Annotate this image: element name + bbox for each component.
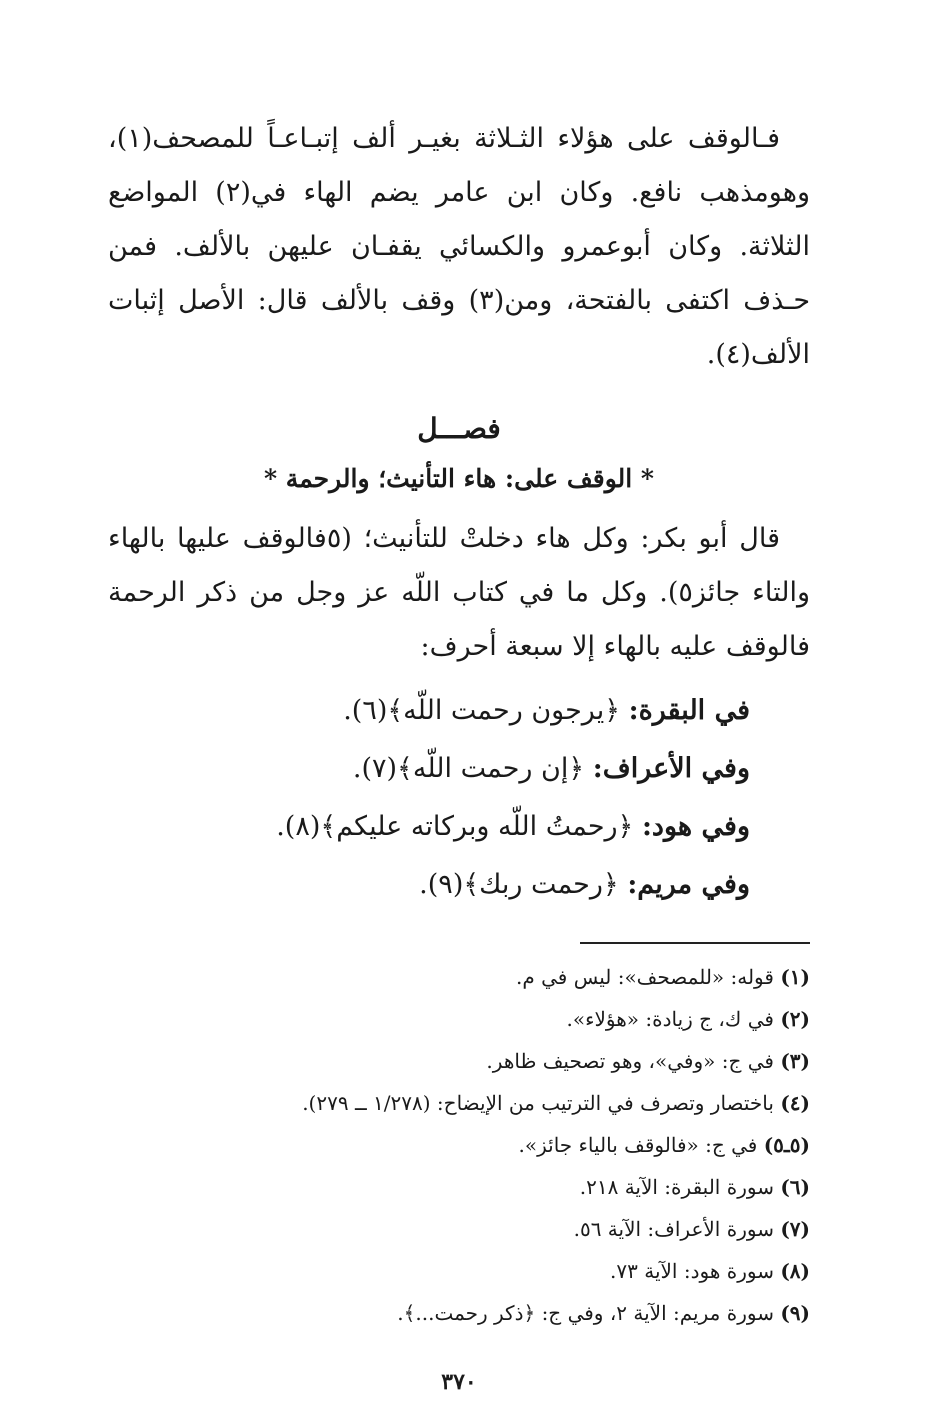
footnote bbox=[108, 998, 810, 1040]
verse-item bbox=[108, 682, 750, 740]
paragraph-2-line-1: قال أبو بكر: وكل هاء دخلتْ للتأنيث؛ (٥فالوقف عليها بالهاء bbox=[108, 523, 780, 554]
verse-list bbox=[108, 682, 810, 914]
verse-label: في البقرة: bbox=[628, 695, 750, 726]
verse-text: ﴿رحمتُ اللّه وبركاته عليكم﴾(٨). bbox=[276, 811, 634, 842]
section-title: * الوقف على: هاء التأنيث؛ والرحمة * bbox=[264, 464, 654, 493]
verse-item bbox=[108, 798, 750, 856]
section-heading: فصـــل bbox=[417, 412, 501, 445]
footnote-text: في ك، ج زيادة: «هؤلاء». bbox=[566, 1007, 774, 1031]
footnote-text: في ج: «فالوقف بالياء جائز». bbox=[518, 1133, 758, 1157]
footnote bbox=[108, 1208, 810, 1250]
verse-label: وفي هود: bbox=[641, 811, 750, 842]
footnote bbox=[108, 956, 810, 998]
footnote-number: (٤) bbox=[780, 1091, 810, 1115]
footnote-text: سورة مريم: الآية ٢، وفي ج: ﴿ذكر رحمت...﴾. bbox=[397, 1301, 774, 1325]
footnote bbox=[108, 1166, 810, 1208]
verse-label: وفي الأعراف: bbox=[592, 753, 750, 784]
book-page bbox=[108, 112, 810, 1402]
footnote-number: (٧) bbox=[780, 1217, 810, 1241]
footnote-text: سورة هود: الآية ٧٣. bbox=[610, 1259, 774, 1283]
footnote bbox=[108, 1292, 810, 1334]
paragraph-1-line-4: بالفتحة، ومن(٣) وقف بالألف قال: الأصل إثبات الألف(٤). bbox=[108, 285, 810, 370]
footnote-text: سورة البقرة: الآية ٢١٨. bbox=[579, 1175, 774, 1199]
footnote-text: سورة الأعراف: الآية ٥٦. bbox=[573, 1217, 774, 1241]
verse-text: ﴿إن رحمت اللّه﴾(٧). bbox=[352, 753, 585, 784]
footnote bbox=[108, 1040, 810, 1082]
footnote bbox=[108, 1124, 810, 1166]
verse-text: ﴿يرجون رحمت اللّه﴾(٦). bbox=[343, 695, 621, 726]
footnotes-list bbox=[108, 956, 810, 1334]
paragraph-2 bbox=[108, 512, 810, 674]
paragraph-1-line-3: وكان أبوعمرو والكسائي يقفـان عليهن بالألف. فمن حـذف اكتفى bbox=[108, 231, 811, 316]
footnote-number: (٢) bbox=[780, 1007, 810, 1031]
footnote-number: (١) bbox=[780, 965, 810, 989]
footnote-text: قوله: «للمصحف»: ليس في م. bbox=[516, 965, 774, 989]
paragraph-1 bbox=[108, 112, 810, 382]
paragraph-1-line-1: فـالوقف على هؤلاء الثـلاثة بغيـر ألف إتبـاعـاً للمصحف(١)، bbox=[108, 123, 780, 154]
footnote-divider bbox=[580, 942, 810, 944]
footnote bbox=[108, 1082, 810, 1124]
footnote bbox=[108, 1250, 810, 1292]
footnote-text: في ج: «وفي»، وهو تصحيف ظاهر. bbox=[486, 1049, 774, 1073]
footnote-text: باختصار وتصرف في الترتيب من الإيضاح: (١/٢٧٨ ــ ٢٧٩). bbox=[302, 1091, 774, 1115]
footnote-number: (٨) bbox=[780, 1259, 810, 1283]
page-number: ٣٧٠ bbox=[441, 1369, 477, 1395]
verse-item bbox=[108, 856, 750, 914]
verse-item bbox=[108, 740, 750, 798]
footnote-number: (٣) bbox=[780, 1049, 810, 1073]
paragraph-2-line-3: عليه بالهاء إلا سبعة أحرف: bbox=[420, 631, 718, 662]
footnote-number: (٥ـ٥) bbox=[763, 1133, 810, 1157]
verse-label: وفي مريم: bbox=[627, 869, 750, 900]
verse-text: ﴿رحمت ربك﴾(٩). bbox=[419, 869, 619, 900]
paragraph-2-line-2: والتاء جائز٥). وكل ما في كتاب اللّه عز وجل من ذكر الرحمة فالوقف bbox=[108, 577, 811, 662]
footnote-number: (٦) bbox=[780, 1175, 810, 1199]
paragraph-1-line-2: وهومذهب نافع. وكان ابن عامر يضم الهاء في(٢) المواضع الثلاثة. bbox=[108, 177, 810, 262]
footnote-number: (٩) bbox=[780, 1301, 810, 1325]
